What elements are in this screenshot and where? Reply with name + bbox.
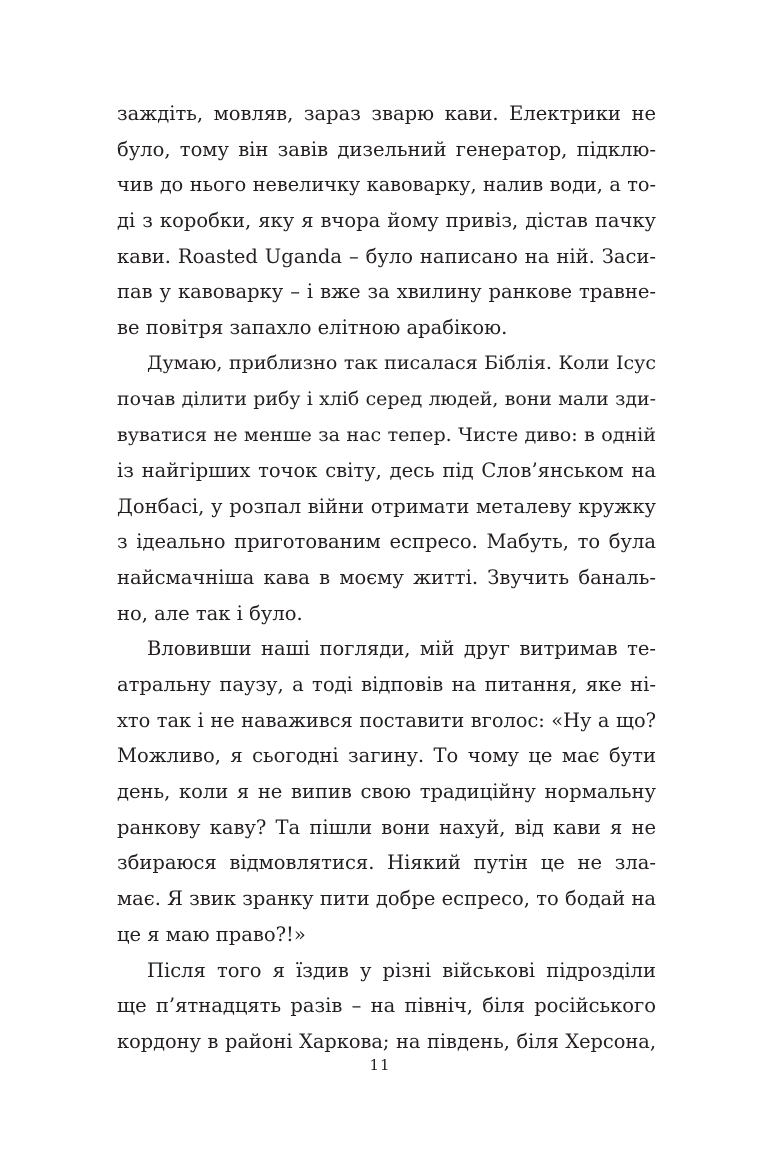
body-text: [117, 96, 656, 1060]
text-line: має. Я звик зранку пити добре еспресо, то бодай на: [117, 887, 656, 911]
text-line: було, тому він завів дизельний генератор, підклю-: [117, 137, 656, 161]
text-line: почав ділити рибу і хліб серед людей, вони мали зди-: [117, 387, 656, 410]
text-line: вуватися не менше за нас тепер. Чисте диво: в одній: [117, 423, 656, 447]
paragraph: [117, 631, 656, 952]
text-line: кави. Roasted Uganda – було написано на ній. Заси-: [117, 244, 656, 268]
paragraph: [117, 346, 656, 632]
text-line: ранкову каву? Та пішли вони нахуй, від кави я не: [117, 815, 656, 839]
paragraph: [117, 96, 656, 346]
text-line: з ідеально приготованим еспресо. Мабуть, то була: [117, 530, 656, 554]
text-line: Після того я їздив у різні військові підрозділи: [147, 958, 656, 982]
text-line: пав у кавоварку – і вже за хвилину ранкове травне-: [117, 280, 656, 304]
text-line: заждіть, мовляв, зараз зварю кави. Електрики не: [117, 102, 656, 125]
text-line: Вловивши наші погляди, мій друг витримав те-: [147, 637, 656, 661]
text-line: хто так і не наважився поставити вголос: «Ну а що?: [117, 708, 656, 732]
text-line: із найгірших точок світу, десь під Слов’янськом на: [117, 458, 656, 482]
text-line: ве повітря запахло елітною арабікою.: [117, 316, 508, 340]
text-line: Донбасі, у розпал війни отримати металеву кружку: [117, 494, 656, 518]
text-line: атральну паузу, а тоді відповів на питання, яке ні-: [117, 673, 656, 696]
text-line: кордону в районі Харкова; на південь, біля Херсона,: [117, 1029, 656, 1053]
text-line: збираюся відмовлятися. Ніякий путін це не зла-: [117, 851, 656, 875]
text-line: чив до нього невеличку кавоварку, налив води, а то-: [117, 173, 656, 197]
text-line: ді з коробки, яку я вчора йому привіз, дістав пачку: [117, 209, 656, 233]
text-line: ще п’ятнадцять разів – на північ, біля російського: [117, 994, 656, 1018]
text-line: Думаю, приблизно так писалася Біблія. Коли Ісус: [147, 351, 656, 374]
text-line: найсмачніша кава в моєму житті. Звучить баналь-: [117, 565, 656, 589]
text-line: Можливо, я сьогодні загину. То чому це має бути: [117, 744, 656, 768]
text-line: день, коли я не випив свою традиційну нормальну: [117, 780, 656, 804]
page-number: 11: [369, 1056, 391, 1074]
text-line: це я маю право?!»: [117, 922, 306, 946]
paragraph: [117, 953, 656, 1060]
text-line: но, але так і було.: [117, 601, 303, 625]
